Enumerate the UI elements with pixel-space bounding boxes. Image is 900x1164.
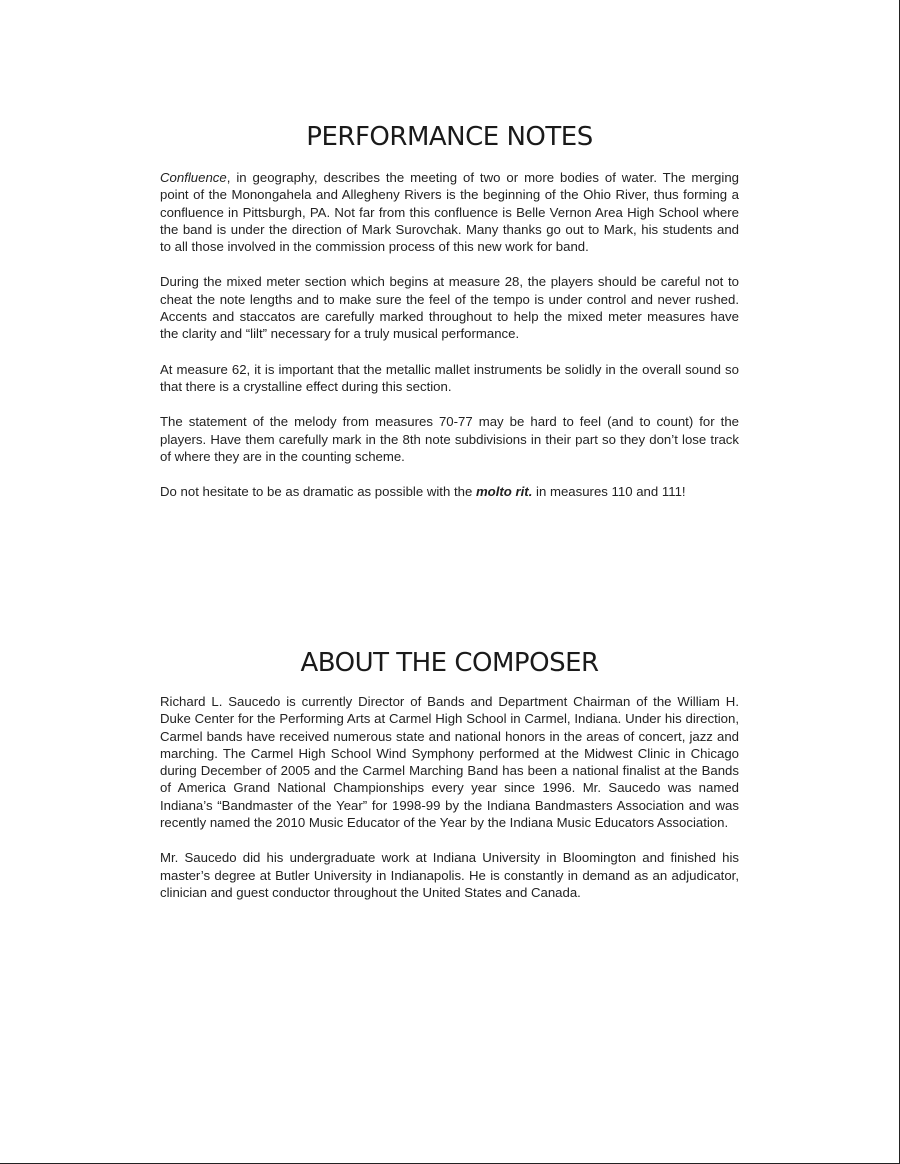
performance-notes-section <box>160 122 739 518</box>
composer-paragraph-2: Mr. Saucedo did his undergraduate work at Indiana University in Bloomington and finished his master’s degree at Butler University in Indianapolis. He is constantly in demand as an adjudicator, clinician and guest conductor throughout the United States and Canada. <box>160 850 739 900</box>
performance-paragraph-3: At measure 62, it is important that the metallic mallet instruments be solidly in the overall sound so that there is a crystalline effect during this section. <box>160 361 739 394</box>
performance-paragraph-1 <box>160 169 739 255</box>
performance-paragraph-1-text: , in geography, describes the meeting of two or more bodies of water. The merging point of the Monongahela and Allegheny Rivers is the beginning of the Ohio River, thus forming a confluence in Pittsburgh, PA. Not far from this confluence is Belle Vernon Area High School where the band is under the direction of Mark Surovchak. Many thanks go out to Mark, his students and to all those involved in the commission process of this new work for band. <box>160 170 739 255</box>
performance-paragraph-5-after: in measures 110 and 111! <box>532 484 686 500</box>
confluence-italic-term: Confluence <box>160 170 227 185</box>
performance-paragraph-5 <box>160 483 739 500</box>
performance-paragraph-4: The statement of the melody from measures 70-77 may be hard to feel (and to count) for the players. Have them carefully mark in the 8th note subdivisions in their part so they don’t lose track of where they are in the counting scheme. <box>160 414 739 464</box>
about-composer-section <box>160 648 739 919</box>
performance-paragraph-5-before: Do not hesitate to be as dramatic as possible with the <box>160 484 476 500</box>
performance-paragraph-2: During the mixed meter section which begins at measure 28, the players should be careful not to cheat the note lengths and to make sure the feel of the tempo is under control and never rushed. Accents and staccatos are carefully marked throughout to help the mixed meter measures have the clarity and “lilt” necessary for a truly musical performance. <box>160 274 739 342</box>
molto-rit-emphasis: molto rit. <box>475 484 533 500</box>
composer-paragraph-1: Richard L. Saucedo is currently Director of Bands and Department Chairman of the William H. Duke Center for the Performing Arts at Carmel High School in Carmel, Indiana. Under his direction, Carmel bands have received numerous state and national honors in the areas of concert, jazz and marching. The Carmel High School Wind Symphony performed at the Midwest Clinic in Chicago during December of 2005 and the Carmel Marching Band has been a national finalist at the Bands of America Grand National Championships every year since 1996. Mr. Saucedo was named Indiana’s “Bandmaster of the Year” for 1998-99 by the Indiana Bandmasters Association and was recently named the 2010 Music Educator of the Year by the Indiana Music Educators Association. <box>160 694 739 831</box>
about-composer-heading: ABOUT THE COMPOSER <box>300 648 599 678</box>
performance-notes-heading: PERFORMANCE NOTES <box>306 122 593 152</box>
